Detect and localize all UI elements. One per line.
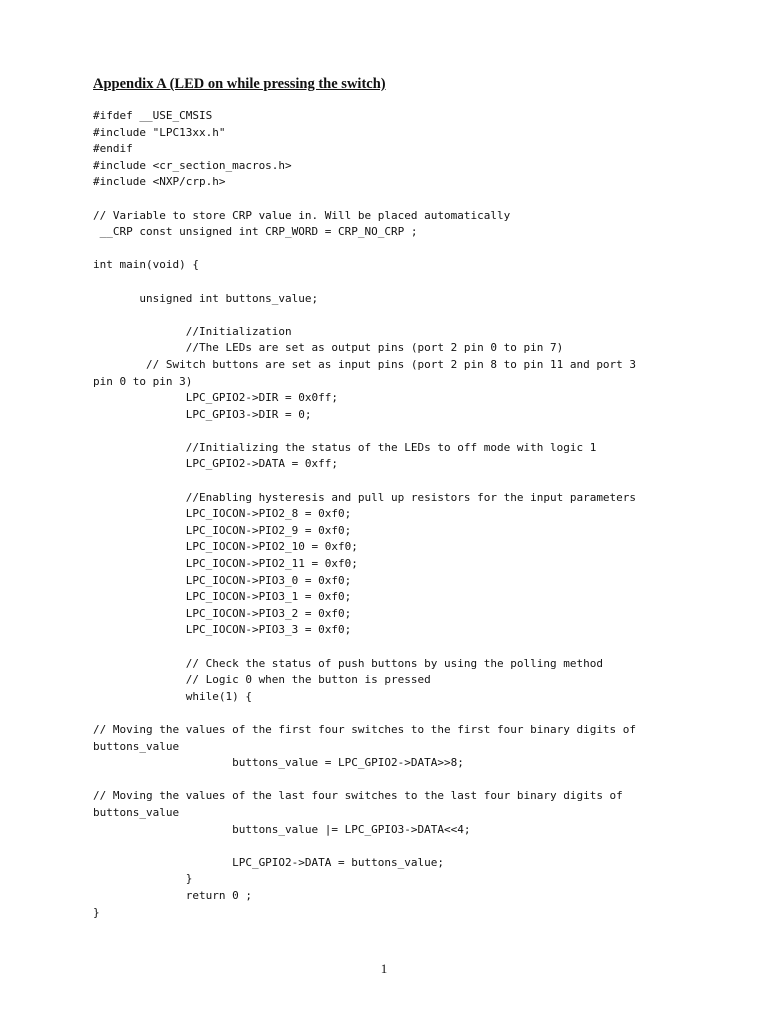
code-line [93,639,673,656]
code-line: LPC_IOCON->PIO2_9 = 0xf0; [93,523,352,537]
code-line: LPC_IOCON->PIO2_8 = 0xf0; [93,507,352,521]
code-line: } [93,905,100,919]
code-line [93,307,673,324]
code-line: LPC_IOCON->PIO3_1 = 0xf0; [93,590,352,604]
appendix-title: Appendix A (LED on while pressing the switch) [93,76,386,92]
code-line: // Moving the values of the first four switches to the first four binary digits of [93,722,637,736]
code-line: LPC_GPIO2->DATA = buttons_value; [93,855,444,869]
code-line: //The LEDs are set as output pins (port 2 pin 0 to pin 7) [93,341,564,355]
code-line [93,274,673,291]
code-line: pin 0 to pin 3) [93,374,193,388]
code-line: while(1) { [93,689,252,703]
code-line: //Initialization [93,324,292,338]
code-line [93,191,673,208]
code-line: #include "LPC13xx.h" [93,125,226,139]
code-line: __CRP const unsigned int CRP_WORD = CRP_NO_CRP ; [93,225,418,239]
code-line: LPC_GPIO2->DATA = 0xff; [93,457,339,471]
code-line [93,241,673,258]
code-line: // Variable to store CRP value in. Will be placed automatically [93,208,511,222]
code-line [93,772,673,789]
code-line: buttons_value |= LPC_GPIO3->DATA<<4; [93,822,471,836]
code-line: buttons_value [93,739,180,753]
code-line: LPC_IOCON->PIO2_11 = 0xf0; [93,557,358,571]
code-line [93,838,673,855]
code-line: #ifdef __USE_CMSIS [93,109,213,122]
code-line: // Switch buttons are set as input pins (port 2 pin 8 to pin 11 and port 3 [93,357,637,371]
code-line: LPC_GPIO2->DIR = 0x0ff; [93,391,339,405]
code-line: LPC_GPIO3->DIR = 0; [93,407,312,421]
code-line: unsigned int buttons_value; [93,291,319,305]
code-line [93,473,673,490]
code-line: #endif [93,142,133,156]
code-line: buttons_value = LPC_GPIO2->DATA>>8; [93,756,464,770]
code-listing [93,108,673,921]
code-line: buttons_value [93,805,180,819]
code-line: int main(void) { [93,258,199,272]
code-line: LPC_IOCON->PIO3_3 = 0xf0; [93,623,352,637]
code-line: //Enabling hysteresis and pull up resistors for the input parameters [93,490,637,504]
code-line: // Moving the values of the last four switches to the last four binary digits of [93,789,623,803]
code-line: #include <cr_section_macros.h> [93,158,292,172]
code-line: //Initializing the status of the LEDs to off mode with logic 1 [93,440,597,454]
code-line: LPC_IOCON->PIO3_0 = 0xf0; [93,573,352,587]
code-line: LPC_IOCON->PIO3_2 = 0xf0; [93,606,352,620]
code-line: LPC_IOCON->PIO2_10 = 0xf0; [93,540,358,554]
code-line: #include <NXP/crp.h> [93,175,226,189]
page-number: 1 [380,961,388,976]
code-line: } [93,872,193,886]
code-line: // Check the status of push buttons by using the polling method [93,656,603,670]
code-line: return 0 ; [93,888,252,902]
code-line: // Logic 0 when the button is pressed [93,673,431,687]
code-line [93,423,673,440]
code-line [93,705,673,722]
